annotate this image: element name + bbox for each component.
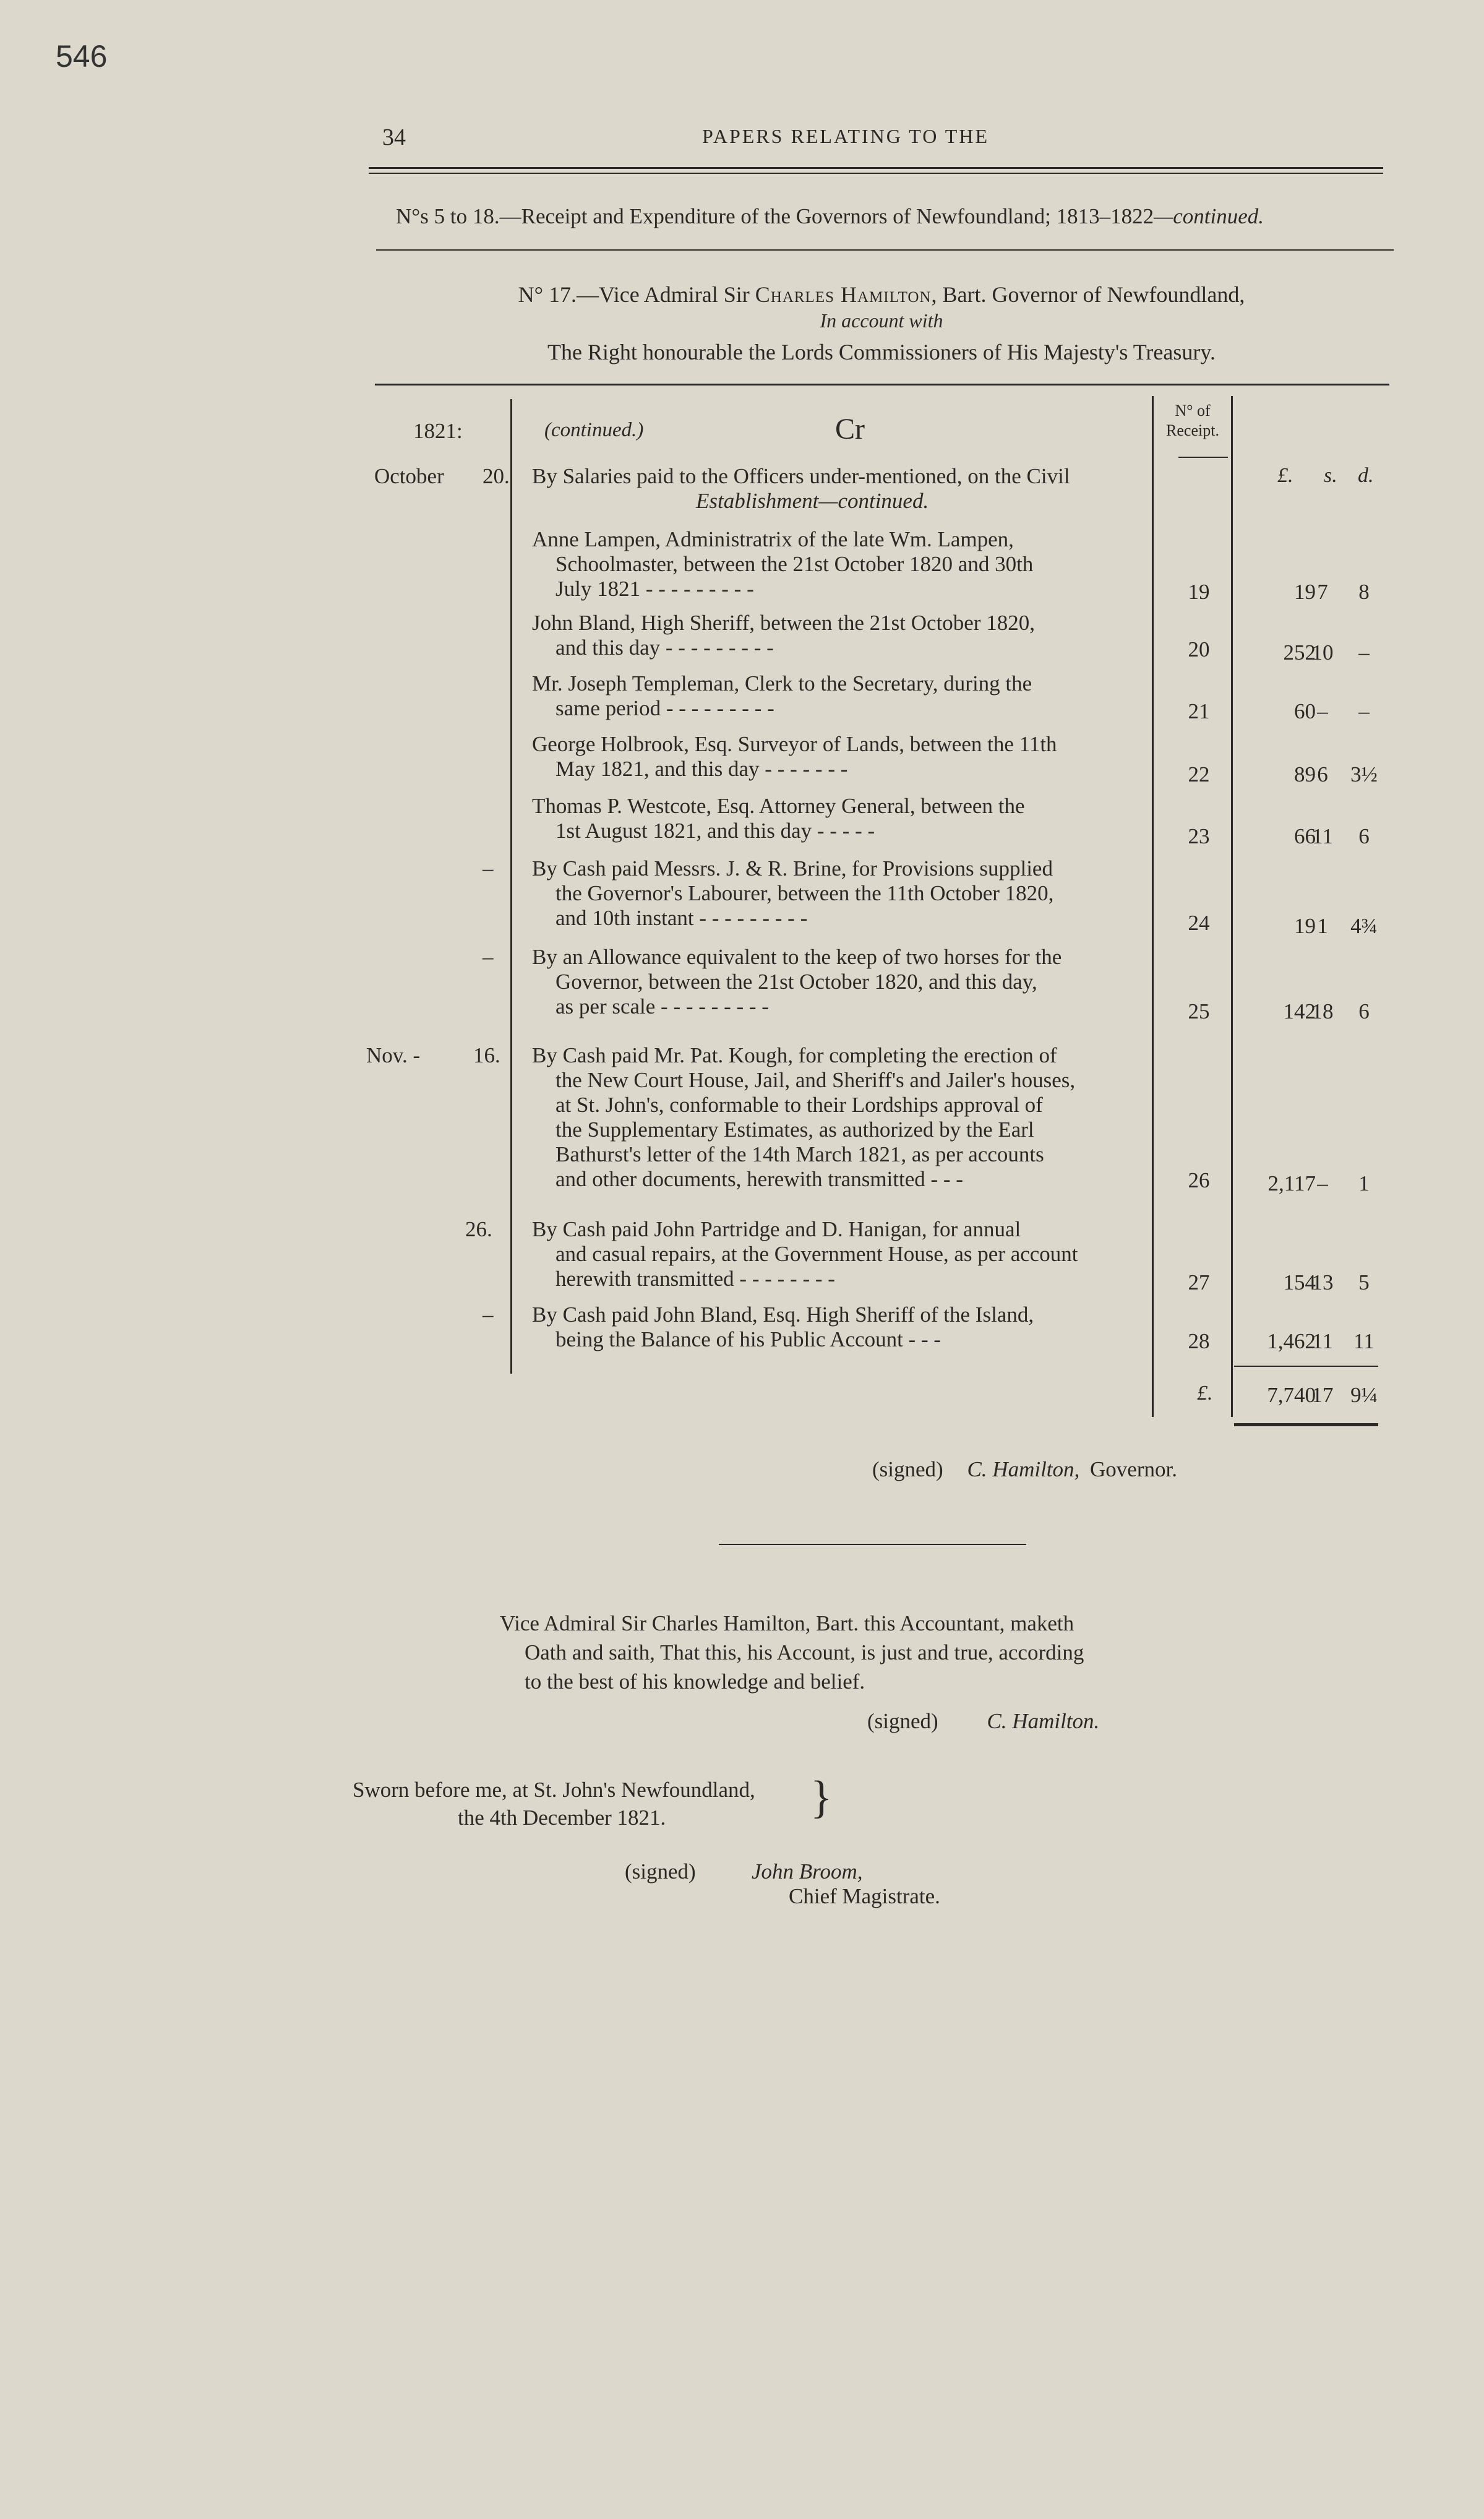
amount-shillings: 10 — [1311, 640, 1334, 665]
row-line: Mr. Joseph Templeman, Clerk to the Secretary, during the — [532, 671, 1032, 695]
table-row — [532, 945, 1147, 1019]
receipt-number: 27 — [1188, 1270, 1210, 1294]
amount-pounds: 154 — [1283, 1270, 1316, 1294]
receipt-header-line1: N° of — [1175, 402, 1211, 420]
page-number-stamp: 546 — [56, 39, 108, 74]
table-year: 1821: — [413, 419, 463, 443]
sworn-line1: Sworn before me, at St. John's Newfoundland, — [353, 1778, 755, 1802]
receipt-number: 21 — [1188, 699, 1210, 723]
amount-pounds: 89 — [1294, 762, 1316, 786]
amount-shillings: 18 — [1311, 999, 1334, 1023]
signature-governor — [872, 1457, 1177, 1482]
row-line-text: Establishment—continued. — [696, 489, 929, 513]
row-line: By Cash paid John Bland, Esq. High Sheriff of the Island, — [532, 1303, 1034, 1327]
receipt-number: 23 — [1188, 824, 1210, 848]
row-day: 26. — [465, 1217, 492, 1241]
section-rule — [376, 249, 1394, 251]
receipt-header — [1154, 401, 1231, 441]
signature-name: C. Hamilton. — [987, 1709, 1100, 1733]
receipt-number: 24 — [1188, 911, 1210, 935]
row-line: the Supplementary Estimates, as authorized by the Earl — [555, 1117, 1034, 1142]
row-day: – — [483, 945, 494, 969]
row-line: as per scale - - - - - - - - - — [555, 994, 769, 1018]
section-heading — [396, 204, 1264, 229]
amount-pence: 5 — [1358, 1270, 1370, 1294]
row-line: and this day - - - - - - - - - — [555, 635, 774, 660]
amount-pounds: 2,117 — [1267, 1171, 1316, 1195]
row-day: 20. — [483, 464, 510, 488]
amount-pounds: 252 — [1283, 640, 1316, 665]
amount-pounds: 19 — [1294, 580, 1316, 604]
oath-text — [500, 1609, 1084, 1696]
row-line: Anne Lampen, Administratrix of the late Wm. Lampen, — [532, 527, 1014, 551]
row-line: By Salaries paid to the Officers under-mentioned, on the Civil — [532, 464, 1070, 488]
column-rule-desc — [1152, 396, 1154, 1417]
amount-pence: – — [1358, 640, 1370, 665]
receipt-number: 22 — [1188, 762, 1210, 786]
oath-line: Vice Admiral Sir Charles Hamilton, Bart. this Accountant, maketh — [500, 1611, 1074, 1635]
signature-name: C. Hamilton, — [967, 1457, 1080, 1481]
amount-shillings: 11 — [1312, 824, 1333, 848]
table-row — [532, 611, 1147, 660]
table-top-rule — [375, 384, 1389, 385]
receipt-number: 20 — [1188, 637, 1210, 661]
row-line: and casual repairs, at the Government House, as per account — [555, 1242, 1078, 1266]
receipt-header-rule — [1178, 457, 1228, 458]
table-row — [532, 1043, 1147, 1192]
credit-label: Cr — [835, 413, 865, 446]
row-line: July 1821 - - - - - - - - - — [555, 577, 754, 601]
total-currency-label: £. — [1197, 1382, 1213, 1405]
row-line: being the Balance of his Public Account - - - — [555, 1327, 941, 1351]
column-rule-receipt — [1231, 396, 1233, 1417]
amount-shillings: 11 — [1312, 1329, 1333, 1353]
table-row — [532, 464, 1147, 514]
section-heading-prefix: N°s 5 to 18. — [396, 204, 500, 228]
row-line: By an Allowance equivalent to the keep of two horses for the — [532, 945, 1062, 969]
oath-line: Oath and saith, That this, his Account, is just and true, according — [525, 1640, 1084, 1664]
running-title: PAPERS RELATING TO THE — [702, 125, 989, 147]
receipt-number: 28 — [1188, 1329, 1210, 1353]
row-line: at St. John's, conformable to their Lordships approval of — [555, 1093, 1043, 1117]
currency-pence: d. — [1358, 464, 1374, 487]
table-row — [532, 527, 1147, 601]
amount-shillings: 1 — [1317, 914, 1328, 938]
total-pounds: 7,740 — [1267, 1383, 1316, 1407]
separator-rule — [719, 1544, 1026, 1545]
total-shillings: 17 — [1311, 1383, 1334, 1407]
row-line: and other documents, herewith transmitted - - - — [555, 1167, 963, 1191]
amount-pence: 1 — [1358, 1171, 1370, 1195]
account-title-suffix: , Bart. Governor of Newfoundland, — [931, 282, 1245, 307]
row-line: John Bland, High Sheriff, between the 21st October 1820, — [532, 611, 1035, 635]
row-line: Thomas P. Westcote, Esq. Attorney General, between the — [532, 794, 1025, 818]
receipt-number: 26 — [1188, 1168, 1210, 1192]
amount-pence: – — [1358, 699, 1370, 723]
table-row — [532, 732, 1147, 782]
row-month: October — [374, 464, 444, 488]
section-heading-suffix: —continued. — [1154, 204, 1264, 228]
row-line: the New Court House, Jail, and Sheriff's and Jailer's houses, — [555, 1068, 1076, 1092]
header-page-number: 34 — [382, 124, 406, 150]
row-line: George Holbrook, Esq. Surveyor of Lands, between the 11th — [532, 732, 1057, 756]
account-title-line1 — [371, 282, 1392, 308]
table-row — [532, 1303, 1147, 1352]
row-day: – — [483, 856, 494, 881]
amount-pounds: 19 — [1294, 914, 1316, 938]
amount-shillings: – — [1317, 699, 1328, 723]
row-line: Governor, between the 21st October 1820, and this day, — [555, 970, 1037, 994]
sworn-signed: (signed) — [625, 1859, 696, 1884]
row-line: By Cash paid John Partridge and D. Hanigan, for annual — [532, 1217, 1021, 1241]
row-line: and 10th instant - - - - - - - - - — [555, 906, 808, 930]
amount-pounds: 142 — [1283, 999, 1316, 1023]
amount-shillings: 7 — [1317, 580, 1328, 604]
total-rule-bottom — [1234, 1423, 1378, 1426]
account-title-prefix: N° 17.—Vice Admiral Sir — [518, 282, 755, 307]
row-line: herewith transmitted - - - - - - - - — [555, 1267, 835, 1291]
oath-line: to the best of his knowledge and belief. — [525, 1669, 865, 1694]
row-line: Schoolmaster, between the 21st October 1820 and 30th — [555, 552, 1034, 576]
total-rule-top — [1234, 1366, 1378, 1367]
row-line: same period - - - - - - - - - — [555, 696, 774, 720]
header-rule-top — [369, 167, 1383, 169]
amount-pence: 8 — [1358, 580, 1370, 604]
signed-label: (signed) — [867, 1709, 938, 1733]
column-rule-date — [510, 399, 512, 1374]
amount-pence: 11 — [1353, 1329, 1375, 1353]
total-pence: 9¼ — [1350, 1383, 1378, 1407]
account-title-line2: In account with — [820, 309, 943, 332]
row-line: the Governor's Labourer, between the 11th October 1820, — [555, 881, 1054, 905]
signature-title: Governor. — [1090, 1457, 1177, 1481]
row-day: 16. — [473, 1043, 500, 1067]
row-day: – — [483, 1303, 494, 1327]
magistrate-name: John Broom, — [752, 1859, 863, 1884]
amount-shillings: 13 — [1311, 1270, 1334, 1294]
section-heading-text: —Receipt and Expenditure of the Governors of Newfoundland; 1813–1822 — [499, 204, 1154, 228]
receipt-number: 19 — [1188, 580, 1210, 604]
table-row — [532, 794, 1147, 843]
amount-shillings: – — [1317, 1171, 1328, 1195]
amount-shillings: 6 — [1317, 762, 1328, 786]
row-line: 1st August 1821, and this day - - - - - — [555, 819, 875, 843]
table-row — [532, 856, 1147, 931]
row-line — [532, 489, 1147, 514]
table-row — [532, 1217, 1147, 1291]
row-month: Nov. - — [366, 1043, 421, 1067]
amount-pounds: 1,462 — [1267, 1329, 1316, 1353]
row-line: May 1821, and this day - - - - - - - — [555, 757, 848, 781]
currency-shillings: s. — [1324, 464, 1337, 487]
row-line: By Cash paid Mr. Pat. Kough, for completing the erection of — [532, 1043, 1057, 1067]
row-line: Bathurst's letter of the 14th March 1821, as per accounts — [555, 1142, 1044, 1166]
governor-name: Charles Hamilton — [755, 282, 932, 307]
sworn-line2: the 4th December 1821. — [458, 1806, 666, 1830]
amount-pence: 6 — [1358, 999, 1370, 1023]
amount-pence: 4¾ — [1350, 914, 1378, 938]
header-rule-bottom — [369, 173, 1383, 174]
row-line: By Cash paid Messrs. J. & R. Brine, for Provisions supplied — [532, 856, 1053, 881]
signed-label: (signed) — [872, 1457, 943, 1481]
currency-pounds: £. — [1277, 464, 1293, 487]
receipt-number: 25 — [1188, 999, 1210, 1023]
amount-pounds: 60 — [1294, 699, 1316, 723]
receipt-header-line2: Receipt. — [1166, 421, 1219, 439]
account-title-line3: The Right honourable the Lords Commissioners of His Majesty's Treasury. — [547, 340, 1216, 364]
amount-pence: 3½ — [1350, 762, 1378, 786]
sworn-brace: } — [810, 1772, 833, 1823]
oath-signature — [867, 1709, 1099, 1734]
table-row — [532, 671, 1147, 721]
amount-pounds: 66 — [1294, 824, 1316, 848]
magistrate-title: Chief Magistrate. — [789, 1884, 940, 1908]
amount-pence: 6 — [1358, 824, 1370, 848]
continued-label: (continued.) — [544, 419, 644, 441]
